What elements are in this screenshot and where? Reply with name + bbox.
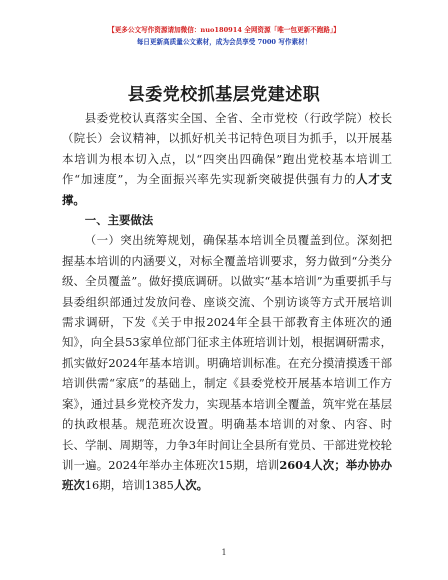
section-1-paragraph: （一）突出统筹规划，确保基本培训全员覆盖到位。深刻把握基本培训的内涵要义，对标全覆盖培训要求，努力做到“分类分级、全员覆盖”。做好摸底调研。以做实“基本培训”为重要抓手与县委组织部通过发放问卷、座谈交流、个别访谈等方式开展培训需求调研，下发《关于申报2024年全县干部教育主体班次的通知》，向全县53家单位部门征求主体班培训计划，根据调研需求，抓实做好2024年基本培训。明确培训标准。在充分摸清摸透干部培训供需“家底”的基础上，制定《县委党校开展基本培训工作方案》，通过县乡党校齐发力，实现基本培训全覆盖，筑牢党在基层的执政根基。规范班次设置。明确基本培训的对象、内容、时长、学制、周期等，力争3年时间让全县所有党员、干部进党校轮训一遍。2024年举办主体班次15期，培训2604人次；举办协办班次16期，培训1385人次。 bbox=[62, 233, 392, 493]
promo-banner-line1: 【更多公文写作资源请加微信：nuo180914 全网资源「唯一包更新不跑路」】 bbox=[108, 26, 340, 34]
intro-paragraph: 县委党校认真落实全国、全省、全市党校（行政学院）校长（院长）会议精神，以抓好机关书记特色项目为抓手，以开展基本培训为根本切入点，以“四突出四确保”跑出党校基本培训工作“加速度”，为全面振兴率先实现新突破提供强有力的人才支撑。 bbox=[62, 111, 392, 207]
page-number: 1 bbox=[221, 548, 227, 557]
section-heading-1: 一、主要做法 bbox=[84, 213, 154, 228]
document-body bbox=[62, 108, 392, 496]
document-title: 县委党校抓基层党建述职 bbox=[127, 85, 321, 105]
promo-banner bbox=[0, 26, 448, 47]
promo-banner-line2: 每日更新高质量公文素材，成为会员享受 7000 写作素材！ bbox=[136, 38, 312, 46]
